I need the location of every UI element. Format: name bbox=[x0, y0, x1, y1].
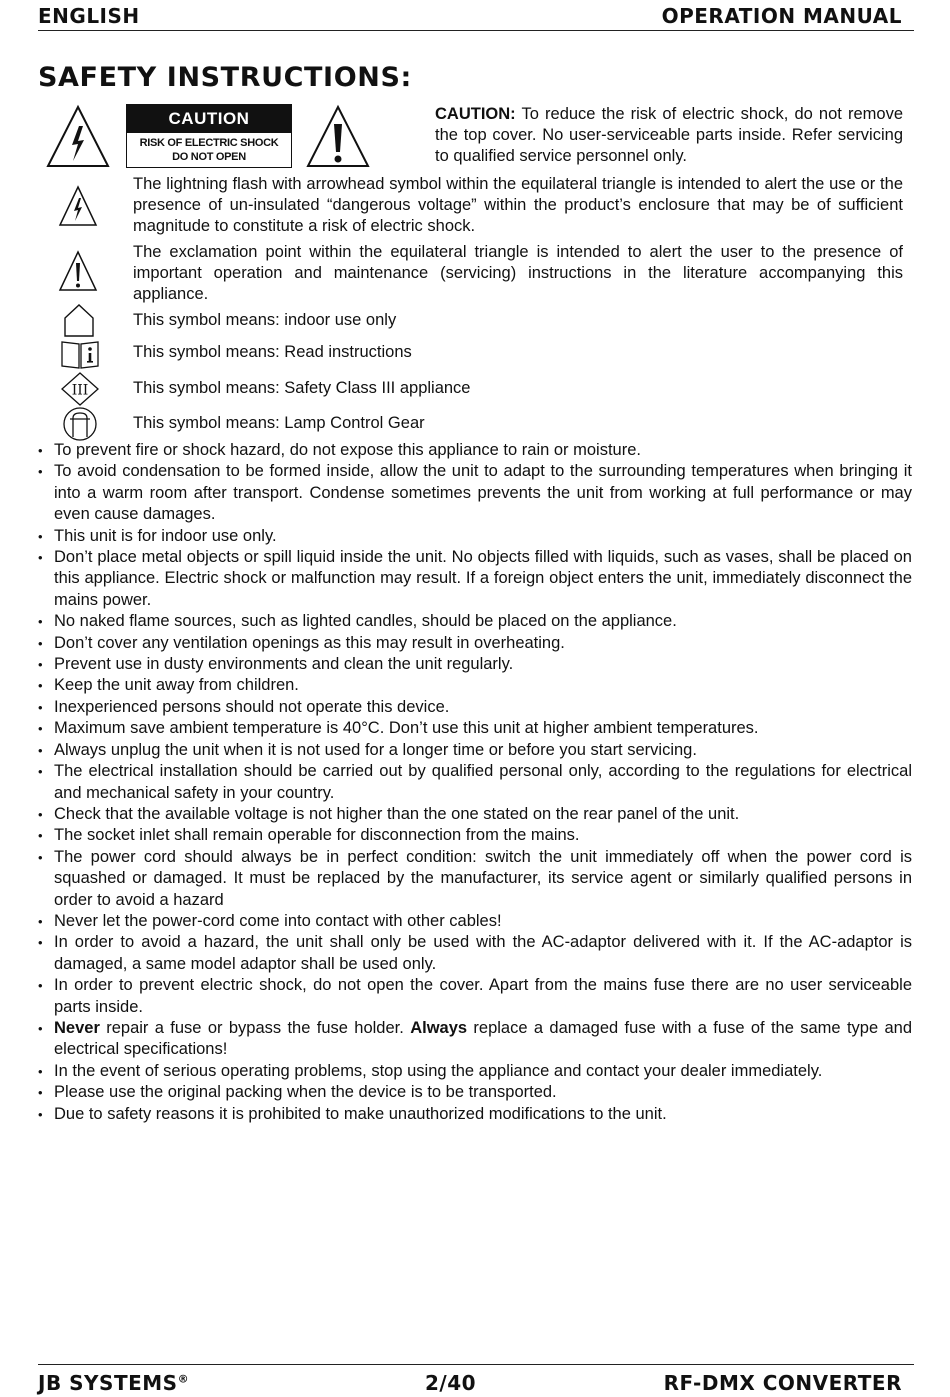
exclamation-triangle-icon bbox=[58, 250, 98, 292]
fuse-always: Always bbox=[410, 1018, 468, 1037]
caution-body: To reduce the risk of electric shock, do not remove the top cover. No user-serviceable parts inside. Refer servicing to qualified service personnel only. bbox=[435, 105, 903, 165]
list-item: • Inexperienced persons should not operate this device. bbox=[36, 697, 912, 718]
symbol-text-indoor: This symbol means: indoor use only bbox=[133, 311, 397, 329]
caution-text bbox=[435, 104, 903, 167]
page-header bbox=[38, 2, 914, 31]
list-item: • The socket inlet shall remain operable for disconnection from the mains. bbox=[36, 825, 912, 846]
list-item: • Don’t cover any ventilation openings as this may result in overheating. bbox=[36, 633, 912, 654]
list-item: • Check that the available voltage is not higher than the one stated on the rear panel of the unit. bbox=[36, 804, 912, 825]
list-item: • Prevent use in dusty environments and clean the unit regularly. bbox=[36, 654, 912, 675]
header-doc-type: OPERATION MANUAL bbox=[661, 4, 902, 28]
symbol-text-read: This symbol means: Read instructions bbox=[133, 343, 412, 361]
fuse-part2: replace a damaged fuse with a fuse of the same type and electrical specifications! bbox=[54, 1018, 913, 1059]
list-item: • Maximum save ambient temperature is 40°C. Don’t use this unit at higher ambient temperatures. bbox=[36, 718, 912, 739]
caution-label-box bbox=[126, 104, 292, 168]
lamp-control-gear-icon bbox=[62, 406, 98, 442]
caution-label-line2: DO NOT OPEN bbox=[172, 151, 246, 163]
list-item: • In the event of serious operating problems, stop using the appliance and contact your dealer immediately. bbox=[36, 1061, 912, 1082]
list-item: • Never let the power-cord come into contact with other cables! bbox=[36, 911, 912, 932]
exclamation-triangle-icon bbox=[306, 104, 370, 168]
list-item: • This unit is for indoor use only. bbox=[36, 526, 912, 547]
caution-label-top: CAUTION bbox=[127, 105, 291, 133]
caution-graphic-row bbox=[44, 102, 374, 170]
class-iii-label: III bbox=[71, 382, 89, 399]
symbol-text-lamp: This symbol means: Lamp Control Gear bbox=[133, 414, 425, 432]
list-item: • Keep the unit away from children. bbox=[36, 675, 912, 696]
caution-lead: CAUTION: bbox=[435, 105, 516, 123]
symbol-text-class-iii: This symbol means: Safety Class III appliance bbox=[133, 379, 471, 397]
symbol-text-exclamation: The exclamation point within the equilateral triangle is intended to alert the user to the presence of important operation and maintenance (servicing) instructions in the literature accompanying this appliance. bbox=[133, 243, 903, 303]
safety-bullet-list bbox=[36, 440, 912, 1125]
fuse-never: Never bbox=[54, 1018, 100, 1037]
footer-product: RF-DMX CONVERTER bbox=[663, 1371, 902, 1395]
list-item: • Please use the original packing when the device is to be transported. bbox=[36, 1082, 912, 1103]
list-item: • To avoid condensation to be formed inside, allow the unit to adapt to the surrounding temperatures when bringing it into a warm room after transport. Condense sometimes prevents the unit from working at full performance or may even cause damages. bbox=[36, 461, 912, 525]
read-instructions-icon bbox=[60, 338, 100, 370]
symbol-text-lightning: The lightning flash with arrowhead symbol within the equilateral triangle is intended to alert the use or the presence of un-insulated “dangerous voltage” within the product’s enclosure that may be of sufficient magnitude to constitute a risk of electric shock. bbox=[133, 175, 903, 235]
house-icon bbox=[62, 302, 96, 338]
lightning-triangle-icon bbox=[46, 104, 110, 168]
lightning-triangle-icon bbox=[58, 185, 98, 227]
class-iii-icon bbox=[61, 372, 99, 406]
list-item: • The power cord should always be in perfect condition: switch the unit immediately off when the power cord is squashed or damaged. It must be replaced by the manufacturer, its service agent or similarly qualified persons in order to avoid a hazard bbox=[36, 847, 912, 911]
footer-page-number: 2/40 bbox=[425, 1371, 477, 1395]
list-item-fuse bbox=[36, 1018, 912, 1061]
list-item: • To prevent fire or shock hazard, do not expose this appliance to rain or moisture. bbox=[36, 440, 912, 461]
list-item: • In order to avoid a hazard, the unit shall only be used with the AC-adaptor delivered with it. If the AC-adaptor is damaged, a same model adaptor shall be used only. bbox=[36, 932, 912, 975]
header-language: ENGLISH bbox=[38, 4, 140, 28]
fuse-part1: repair a fuse or bypass the fuse holder. bbox=[99, 1018, 411, 1037]
page-footer bbox=[38, 1364, 914, 1397]
list-item: • No naked flame sources, such as lighted candles, should be placed on the appliance. bbox=[36, 611, 912, 632]
list-item: • Due to safety reasons it is prohibited to make unauthorized modifications to the unit. bbox=[36, 1104, 912, 1125]
caution-label-line1: RISK OF ELECTRIC SHOCK bbox=[139, 137, 279, 149]
list-item: • In order to prevent electric shock, do not open the cover. Apart from the mains fuse there are no user serviceable parts inside. bbox=[36, 975, 912, 1018]
footer-brand bbox=[38, 1371, 189, 1395]
footer-brand-name: JB SYSTEMS bbox=[38, 1371, 178, 1395]
list-item: • Always unplug the unit when it is not used for a longer time or before you start servicing. bbox=[36, 740, 912, 761]
list-item: • The electrical installation should be carried out by qualified personal only, according to the regulations for electrical and mechanical safety in your country. bbox=[36, 761, 912, 804]
registered-mark: ® bbox=[177, 1372, 190, 1386]
caution-label-bottom bbox=[127, 133, 291, 164]
page-title: SAFETY INSTRUCTIONS: bbox=[38, 62, 412, 93]
list-item: • Don’t place metal objects or spill liquid inside the unit. No objects filled with liquids, such as vases, shall be placed on this appliance. Electric shock or malfunction may result. If a foreign object enters the unit, immediately disconnect the mains power. bbox=[36, 547, 912, 611]
